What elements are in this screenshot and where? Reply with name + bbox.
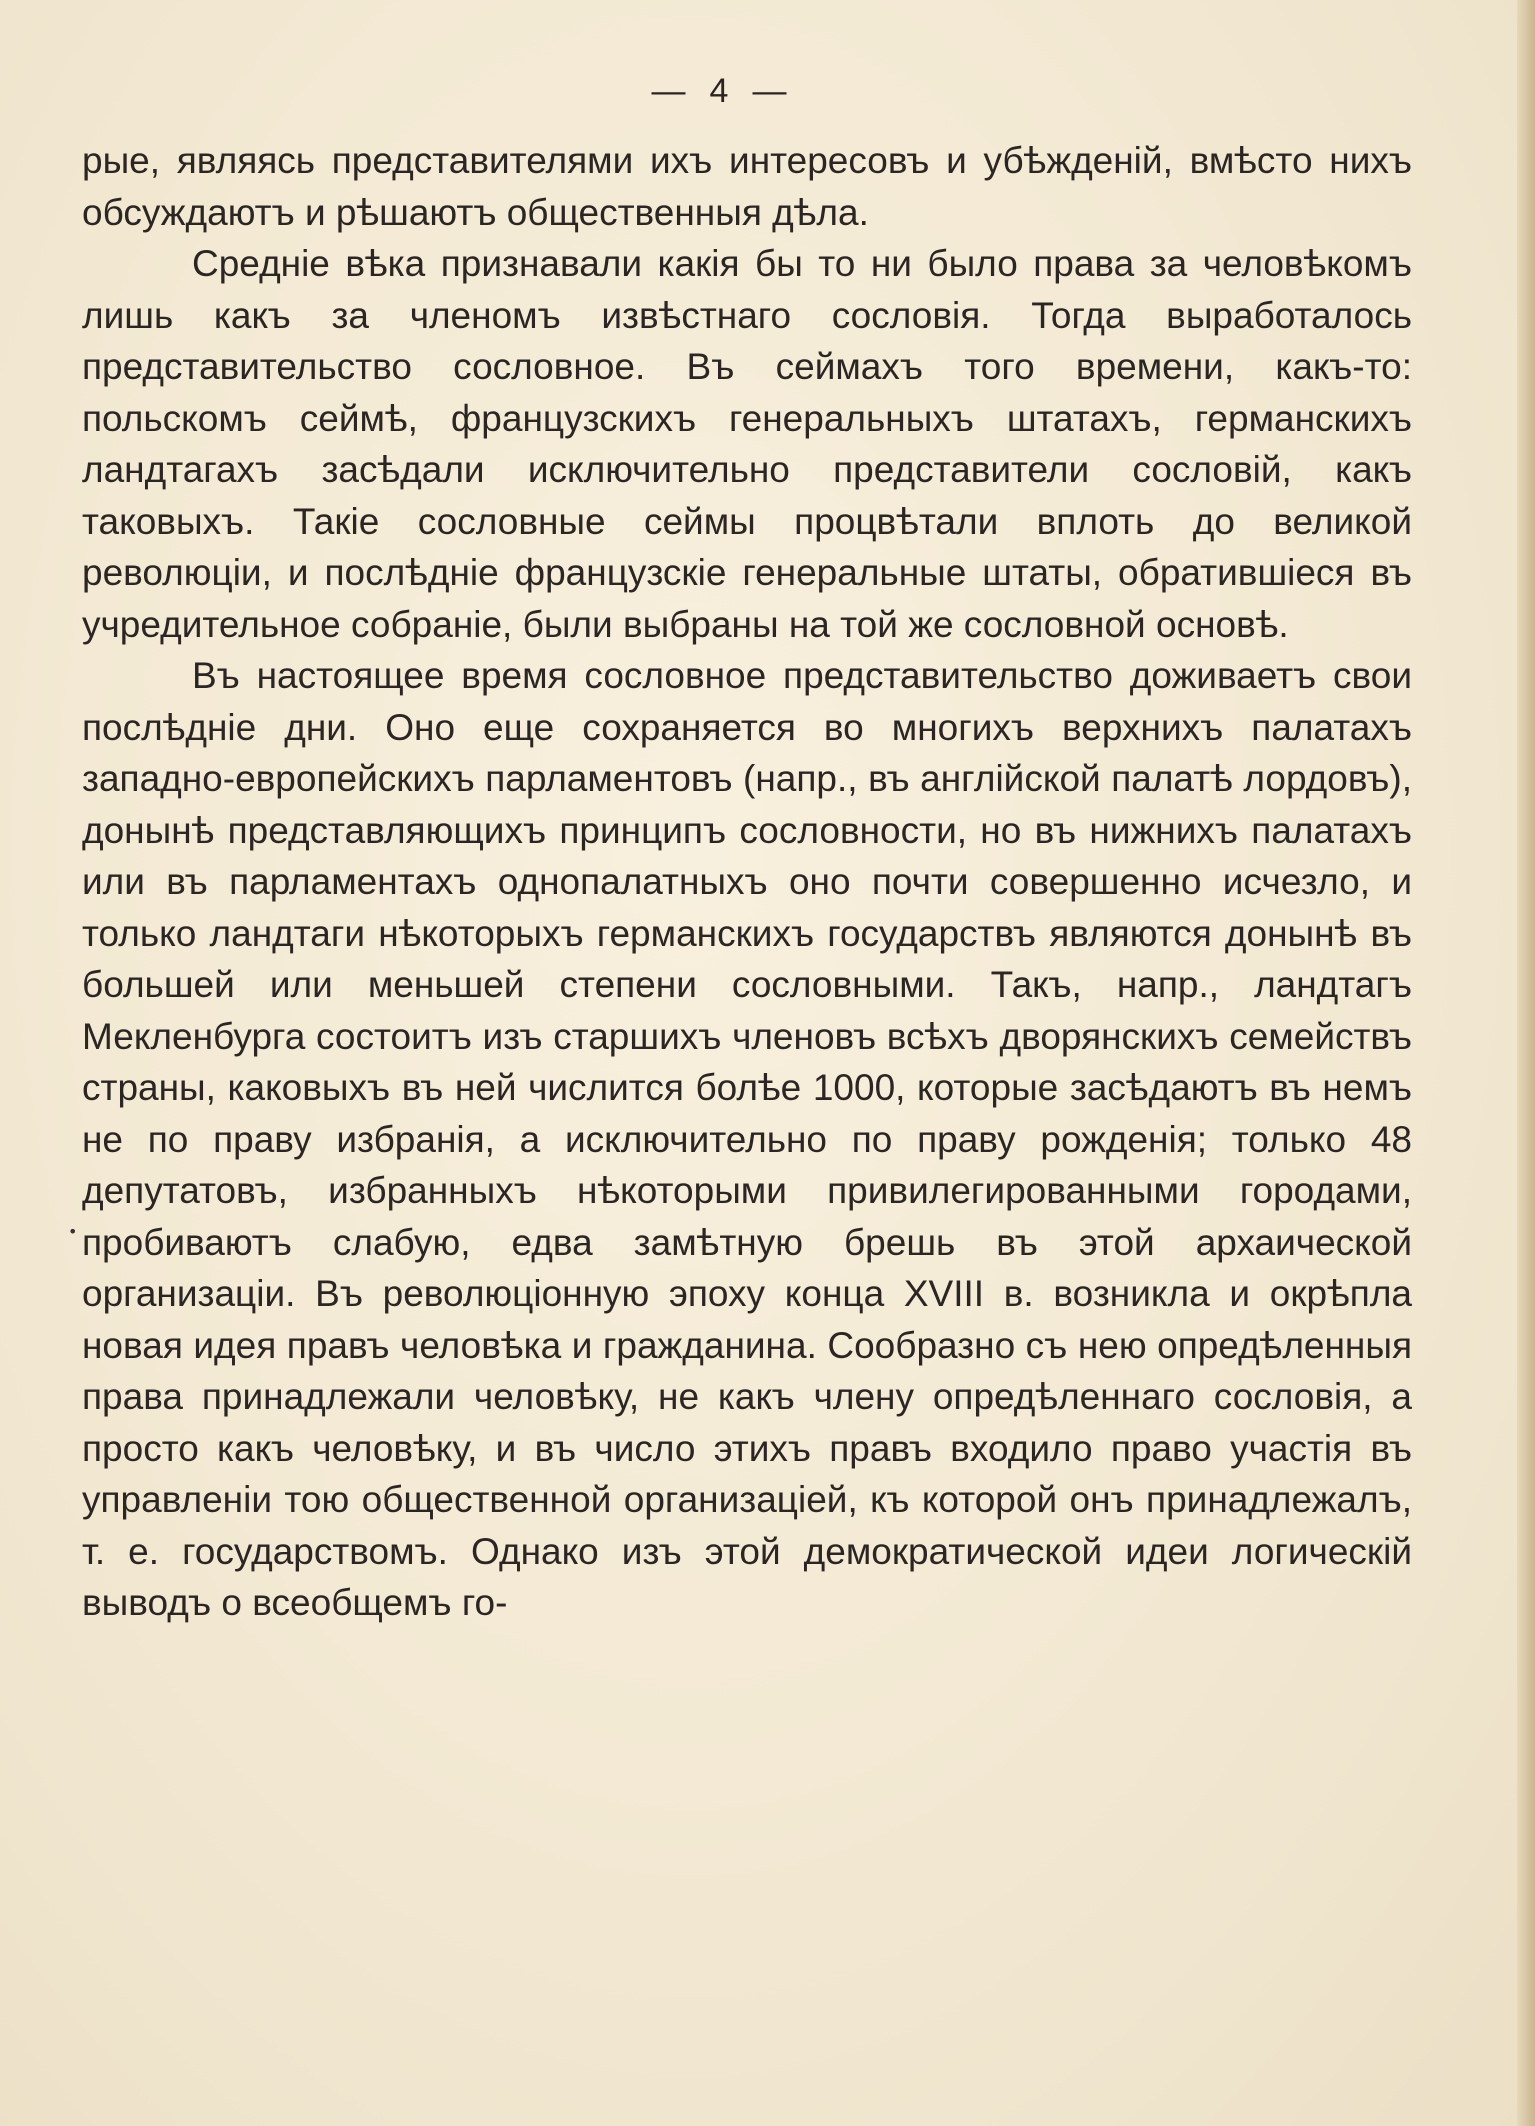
paragraph-middle-ages: Средніе вѣка признавали какія бы то ни было права за человѣкомъ лишь какъ за членомъ извѣстнаго сословія. Тогда выработалось представительство сословное. Въ сеймахъ того времени, какъ-то: польскомъ сеймѣ, французскихъ генеральныхъ штатахъ, германскихъ ландтагахъ засѣдали исключительно представители сословій, какъ таковыхъ. Такіе сословные сеймы процвѣтали вплоть до великой революціи, и послѣдніе французскіе генеральные штаты, обратившіеся въ учредительное собраніе, были выбраны на той же сословной основѣ. [82, 243, 1412, 645]
body-text [82, 135, 1412, 1629]
page-number-dash-right: — [752, 72, 789, 110]
paragraph-continuation: рые, являясь представителями ихъ интересовъ и убѣжденій, вмѣсто нихъ обсуждаютъ и рѣшаютъ общественныя дѣла. [82, 140, 1412, 233]
paragraph-present-time: Въ настоящее время сословное представительство доживаетъ свои послѣдніе дни. Оно еще сохраняется во многихъ верхнихъ палатахъ западно-европейскихъ парламентовъ (напр., въ англійской палатѣ лордовъ), донынѣ представляющихъ принципъ сословности, но въ нижнихъ палатахъ или въ парламентахъ однопалатныхъ оно почти совершенно исчезло, и только ландтаги нѣкоторыхъ германскихъ государствъ являются донынѣ въ большей или меньшей степени сословными. Такъ, напр., ландтагъ Мекленбурга состоитъ изъ старшихъ членовъ всѣхъ дворянскихъ семействъ страны, каковыхъ въ ней числится болѣе 1000, которые засѣдаютъ въ немъ не по праву избранія, а исключительно по праву рожденія; только 48 депутатовъ, избранныхъ нѣкоторыми привилегированными городами, пробиваютъ слабую, едва замѣтную брешь въ этой архаической организаціи. Въ революціонную эпоху конца XVIII в. возникла и окрѣпла новая идея правъ человѣка и гражданина. Сообразно съ нею опредѣленныя права принадлежали человѣку, не какъ члену опредѣленнаго сословія, а просто какъ человѣку, и въ число этихъ правъ входило право участія въ управленіи тою общественной организаціей, къ которой онъ принадлежалъ, т. е. государствомъ. Однако изъ этой демократической идеи логическій выводъ о всеобщемъ го- [82, 655, 1412, 1623]
page-number-dash-left: — [651, 72, 688, 110]
page-number [0, 72, 1440, 111]
page-edge [1517, 0, 1535, 2126]
page-number-value: 4 [709, 72, 731, 110]
margin-ink-mark: • [68, 1222, 78, 1241]
